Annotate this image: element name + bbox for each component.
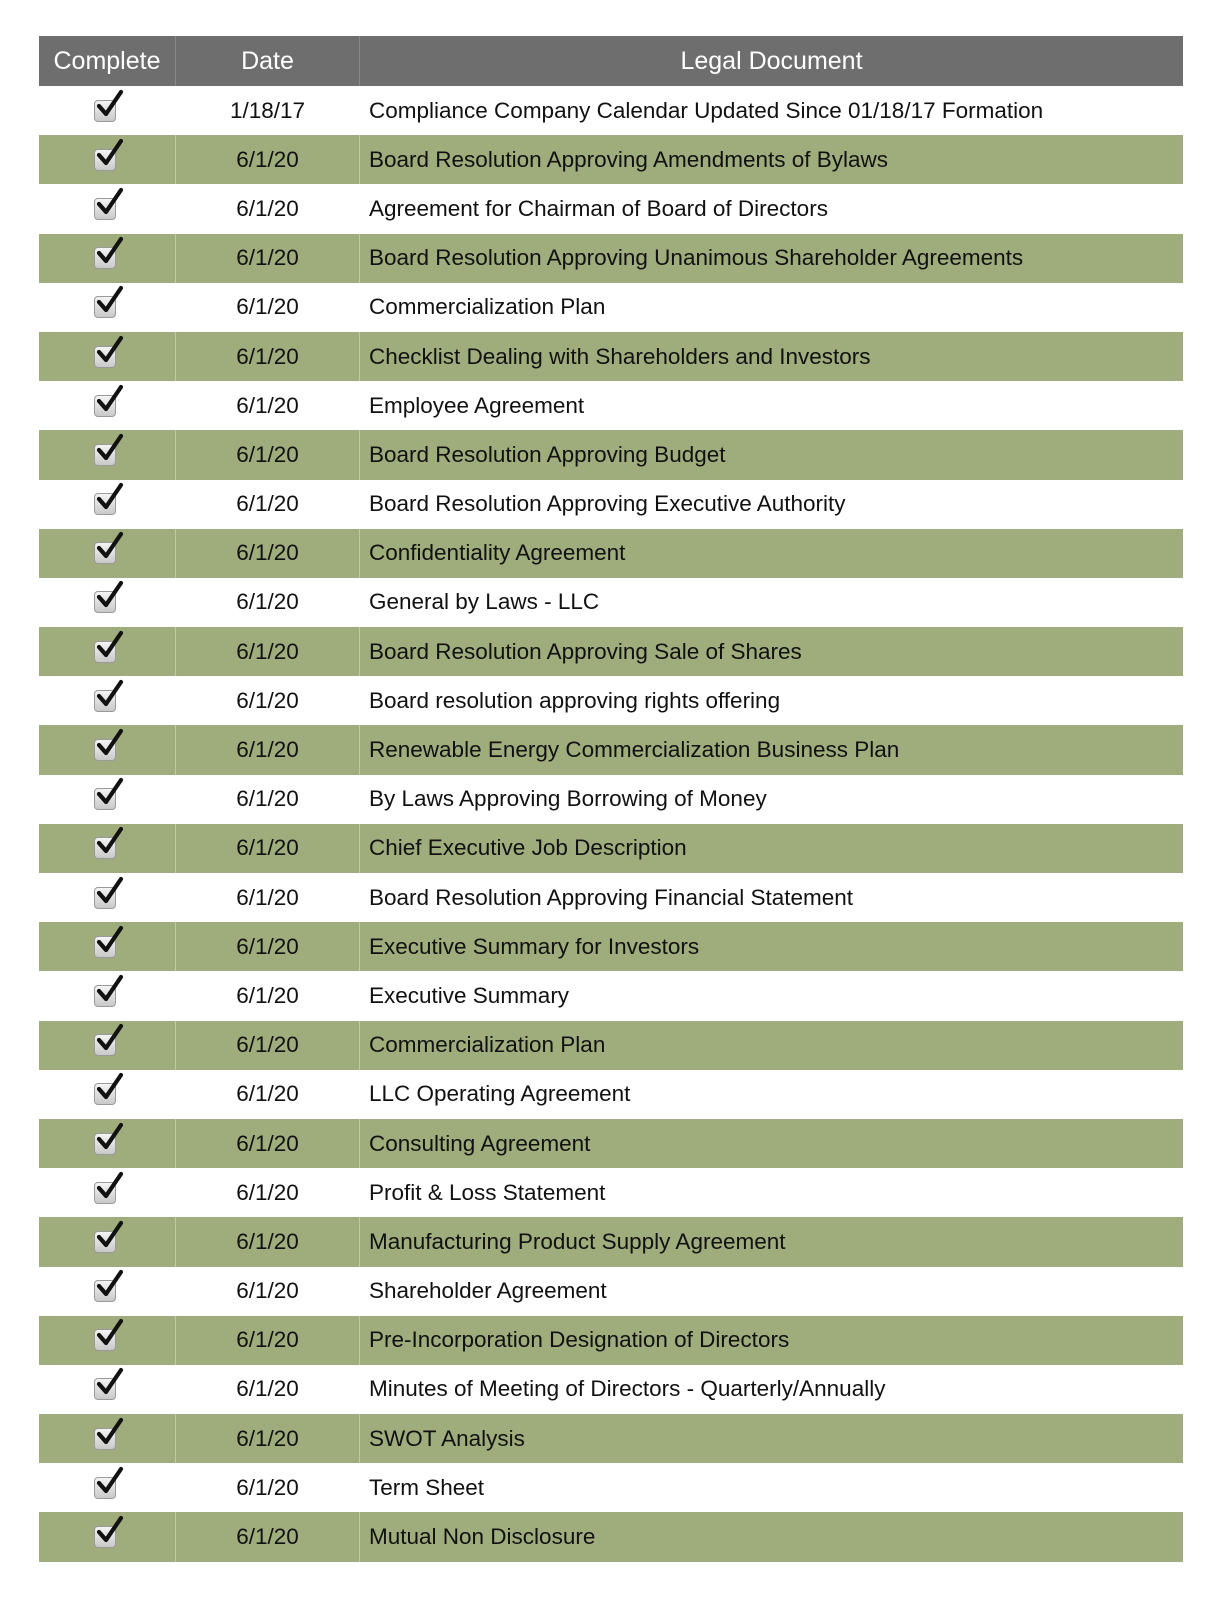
complete-cell: [39, 1365, 176, 1414]
checkbox[interactable]: [94, 1521, 120, 1547]
date-cell: 6/1/20: [176, 922, 360, 971]
document-cell: Shareholder Agreement: [369, 1278, 607, 1304]
header-legal-document: Legal Document: [680, 46, 863, 75]
date-cell: 6/1/20: [176, 1512, 360, 1561]
checkmark-icon: [93, 1122, 125, 1154]
document-cell: Commercialization Plan: [369, 1032, 606, 1058]
checkmark-icon: [93, 777, 125, 809]
checkbox[interactable]: [94, 832, 120, 858]
checkmark-icon: [93, 384, 125, 416]
complete-cell: [39, 725, 176, 774]
document-cell: General by Laws - LLC: [369, 589, 600, 615]
checkbox[interactable]: [94, 1423, 120, 1449]
document-cell: Commercialization Plan: [369, 294, 606, 320]
table-row: [39, 430, 1183, 479]
complete-cell: [39, 1168, 176, 1217]
date-cell: 6/1/20: [176, 1070, 360, 1119]
complete-cell: [39, 627, 176, 676]
document-cell: Executive Summary: [369, 982, 570, 1008]
checkbox[interactable]: [94, 1275, 120, 1301]
complete-cell: [39, 971, 176, 1020]
checkbox[interactable]: [94, 1324, 120, 1350]
table-row: [39, 1512, 1183, 1561]
complete-cell: [39, 922, 176, 971]
checkmark-icon: [93, 679, 125, 711]
checkmark-icon: [93, 335, 125, 367]
complete-cell: [39, 1021, 176, 1070]
checkmark-icon: [93, 1072, 125, 1104]
table-body: [39, 86, 1183, 1562]
complete-cell: [39, 1119, 176, 1168]
checkmark-icon: [93, 1220, 125, 1252]
table-row: [39, 1217, 1183, 1266]
checkbox[interactable]: [94, 1373, 120, 1399]
checkbox[interactable]: [94, 341, 120, 367]
checkbox[interactable]: [94, 1177, 120, 1203]
legal-documents-table: [39, 36, 1183, 1562]
document-cell: Board Resolution Approving Financial Statement: [369, 884, 854, 910]
document-cell: Pre-Incorporation Designation of Directors: [369, 1327, 790, 1353]
table-row: [39, 184, 1183, 233]
date-cell: 6/1/20: [176, 480, 360, 529]
date-cell: 6/1/20: [176, 1217, 360, 1266]
checkbox[interactable]: [94, 685, 120, 711]
document-cell: Manufacturing Product Supply Agreement: [369, 1228, 786, 1254]
table-row: [39, 873, 1183, 922]
checkbox[interactable]: [94, 1078, 120, 1104]
table-row: [39, 1021, 1183, 1070]
checkbox[interactable]: [94, 1226, 120, 1252]
checkmark-icon: [93, 138, 125, 170]
complete-cell: [39, 332, 176, 381]
date-cell: 6/1/20: [176, 332, 360, 381]
document-cell: Board Resolution Approving Unanimous Shareholder Agreements: [369, 245, 1024, 271]
checkbox[interactable]: [94, 636, 120, 662]
document-cell: Confidentiality Agreement: [369, 540, 626, 566]
document-cell: SWOT Analysis: [369, 1425, 525, 1451]
table-row: [39, 1267, 1183, 1316]
table-row: [39, 480, 1183, 529]
checkmark-icon: [93, 531, 125, 563]
table-row: [39, 824, 1183, 873]
table-row: [39, 627, 1183, 676]
checkbox[interactable]: [94, 980, 120, 1006]
checkbox[interactable]: [94, 291, 120, 317]
complete-cell: [39, 234, 176, 283]
complete-cell: [39, 430, 176, 479]
table-row: [39, 676, 1183, 725]
complete-cell: [39, 1414, 176, 1463]
checkbox[interactable]: [94, 1128, 120, 1154]
table-row: [39, 135, 1183, 184]
checkmark-icon: [93, 433, 125, 465]
complete-cell: [39, 1512, 176, 1561]
checkmark-icon: [93, 1171, 125, 1203]
complete-cell: [39, 1463, 176, 1512]
document-cell: Checklist Dealing with Shareholders and Investors: [369, 343, 871, 369]
complete-cell: [39, 824, 176, 873]
table-row: [39, 381, 1183, 430]
table-header: [39, 36, 1183, 86]
document-cell: Board Resolution Approving Amendments of Bylaws: [369, 146, 889, 172]
table-row: [39, 1168, 1183, 1217]
document-cell: Renewable Energy Commercialization Business Plan: [369, 737, 900, 763]
complete-cell: [39, 184, 176, 233]
checkbox[interactable]: [94, 144, 120, 170]
checkmark-icon: [93, 925, 125, 957]
document-cell: Board Resolution Approving Executive Authority: [369, 491, 846, 517]
header-complete: Complete: [39, 36, 176, 86]
date-cell: 6/1/20: [176, 578, 360, 627]
checkbox[interactable]: [94, 931, 120, 957]
table-row: [39, 234, 1183, 283]
table-row: [39, 1119, 1183, 1168]
checkmark-icon: [93, 482, 125, 514]
checkbox[interactable]: [94, 1029, 120, 1055]
checkbox[interactable]: [94, 537, 120, 563]
checkmark-icon: [93, 285, 125, 317]
checkmark-icon: [93, 728, 125, 760]
date-cell: 6/1/20: [176, 529, 360, 578]
date-cell: 6/1/20: [176, 283, 360, 332]
checkbox[interactable]: [94, 1472, 120, 1498]
table-row: [39, 283, 1183, 332]
document-cell: Board resolution approving rights offering: [369, 687, 781, 713]
checkmark-icon: [93, 1318, 125, 1350]
checkmark-icon: [93, 1466, 125, 1498]
date-cell: 6/1/20: [176, 430, 360, 479]
complete-cell: [39, 676, 176, 725]
table-row: [39, 775, 1183, 824]
date-cell: 6/1/20: [176, 381, 360, 430]
complete-cell: [39, 775, 176, 824]
checkmark-icon: [93, 187, 125, 219]
checkmark-icon: [93, 236, 125, 268]
date-cell: 6/1/20: [176, 1414, 360, 1463]
document-cell: Employee Agreement: [369, 392, 585, 418]
date-cell: 6/1/20: [176, 1021, 360, 1070]
document-cell: By Laws Approving Borrowing of Money: [369, 786, 767, 812]
complete-cell: [39, 1267, 176, 1316]
date-cell: 6/1/20: [176, 1316, 360, 1365]
date-cell: 6/1/20: [176, 627, 360, 676]
checkmark-icon: [93, 826, 125, 858]
date-cell: 6/1/20: [176, 873, 360, 922]
document-cell: Board Resolution Approving Sale of Shares: [369, 638, 802, 664]
document-cell: Profit & Loss Statement: [369, 1179, 606, 1205]
date-cell: 6/1/20: [176, 184, 360, 233]
checkbox[interactable]: [94, 734, 120, 760]
checkbox[interactable]: [94, 242, 120, 268]
table-row: [39, 578, 1183, 627]
header-date: Date: [176, 36, 360, 86]
document-cell: LLC Operating Agreement: [369, 1081, 631, 1107]
checkbox[interactable]: [94, 439, 120, 465]
complete-cell: [39, 1316, 176, 1365]
table-row: [39, 725, 1183, 774]
document-cell: Consulting Agreement: [369, 1130, 591, 1156]
checkbox[interactable]: [94, 586, 120, 612]
checkbox[interactable]: [94, 95, 120, 121]
complete-cell: [39, 86, 176, 135]
document-cell: Chief Executive Job Description: [369, 835, 687, 861]
table-row: [39, 1365, 1183, 1414]
complete-cell: [39, 135, 176, 184]
complete-cell: [39, 529, 176, 578]
date-cell: 6/1/20: [176, 234, 360, 283]
table-row: [39, 86, 1183, 135]
table-row: [39, 971, 1183, 1020]
document-cell: Term Sheet: [369, 1474, 485, 1500]
document-cell: Board Resolution Approving Budget: [369, 441, 726, 467]
complete-cell: [39, 1070, 176, 1119]
checkmark-icon: [93, 1269, 125, 1301]
table-row: [39, 1070, 1183, 1119]
checkmark-icon: [93, 974, 125, 1006]
date-cell: 6/1/20: [176, 1267, 360, 1316]
checkbox[interactable]: [94, 390, 120, 416]
table-row: [39, 332, 1183, 381]
checkmark-icon: [93, 630, 125, 662]
table-row: [39, 1414, 1183, 1463]
date-cell: 6/1/20: [176, 1168, 360, 1217]
checkmark-icon: [93, 876, 125, 908]
date-cell: 6/1/20: [176, 1463, 360, 1512]
checkmark-icon: [93, 580, 125, 612]
checkbox[interactable]: [94, 882, 120, 908]
checkbox[interactable]: [94, 488, 120, 514]
document-cell: Agreement for Chairman of Board of Directors: [369, 195, 828, 221]
date-cell: 6/1/20: [176, 1365, 360, 1414]
complete-cell: [39, 578, 176, 627]
date-cell: 6/1/20: [176, 775, 360, 824]
checkmark-icon: [93, 1417, 125, 1449]
table-row: [39, 529, 1183, 578]
document-cell: Mutual Non Disclosure: [369, 1524, 596, 1550]
checkmark-icon: [93, 1367, 125, 1399]
checkmark-icon: [93, 89, 125, 121]
checkbox[interactable]: [94, 193, 120, 219]
complete-cell: [39, 283, 176, 332]
complete-cell: [39, 381, 176, 430]
table-row: [39, 1463, 1183, 1512]
complete-cell: [39, 1217, 176, 1266]
date-cell: 6/1/20: [176, 676, 360, 725]
document-cell: Executive Summary for Investors: [369, 933, 700, 959]
complete-cell: [39, 480, 176, 529]
checkmark-icon: [93, 1515, 125, 1547]
date-cell: 6/1/20: [176, 135, 360, 184]
complete-cell: [39, 873, 176, 922]
date-cell: 1/18/17: [176, 86, 360, 135]
table-row: [39, 922, 1183, 971]
document-cell: Compliance Company Calendar Updated Since 01/18/17 Formation: [369, 97, 1044, 123]
checkbox[interactable]: [94, 783, 120, 809]
date-cell: 6/1/20: [176, 971, 360, 1020]
date-cell: 6/1/20: [176, 824, 360, 873]
document-cell: Minutes of Meeting of Directors - Quarterly/Annually: [369, 1376, 886, 1402]
checkmark-icon: [93, 1023, 125, 1055]
date-cell: 6/1/20: [176, 1119, 360, 1168]
table-row: [39, 1316, 1183, 1365]
date-cell: 6/1/20: [176, 725, 360, 774]
